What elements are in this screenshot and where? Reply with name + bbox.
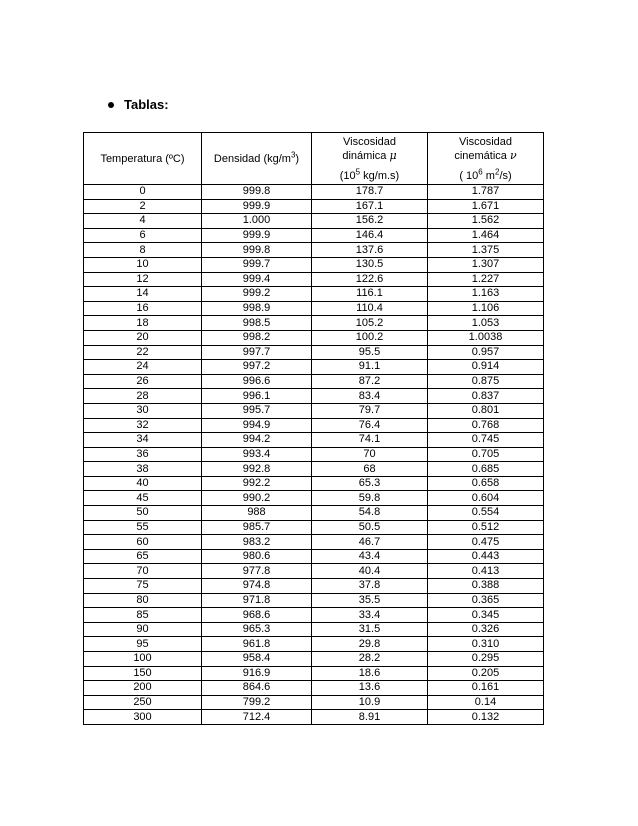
cell-dynamic-viscosity: 46.7 [312, 535, 428, 550]
table-header-row [84, 133, 544, 185]
cell-kinematic-viscosity: 0.512 [428, 520, 544, 535]
cell-temperature: 10 [84, 257, 202, 272]
cell-dynamic-viscosity: 156.2 [312, 214, 428, 229]
cell-dynamic-viscosity: 37.8 [312, 579, 428, 594]
table-row [84, 608, 544, 623]
table-row [84, 491, 544, 506]
table-row [84, 257, 544, 272]
cell-density: 998.5 [202, 316, 312, 331]
cell-kinematic-viscosity: 0.443 [428, 549, 544, 564]
cell-temperature: 50 [84, 506, 202, 521]
cell-temperature: 75 [84, 579, 202, 594]
cell-kinematic-viscosity: 0.132 [428, 710, 544, 725]
cell-density: 993.4 [202, 447, 312, 462]
nu-symbol: ν [509, 148, 517, 162]
table-row [84, 593, 544, 608]
cell-dynamic-viscosity: 65.3 [312, 476, 428, 491]
cell-dynamic-viscosity: 28.2 [312, 652, 428, 667]
cell-temperature: 24 [84, 360, 202, 375]
cell-temperature: 2 [84, 199, 202, 214]
cell-dynamic-viscosity: 83.4 [312, 389, 428, 404]
table-row [84, 228, 544, 243]
bullet-icon [108, 102, 114, 108]
table-row [84, 564, 544, 579]
cell-temperature: 18 [84, 316, 202, 331]
table-row [84, 622, 544, 637]
table-row [84, 272, 544, 287]
cell-dynamic-viscosity: 8.91 [312, 710, 428, 725]
table-row [84, 695, 544, 710]
cell-density: 977.8 [202, 564, 312, 579]
table-row [84, 447, 544, 462]
table-row [84, 316, 544, 331]
cell-temperature: 36 [84, 447, 202, 462]
cell-density: 996.6 [202, 374, 312, 389]
cell-density: 999.8 [202, 243, 312, 258]
cell-density: 965.3 [202, 622, 312, 637]
cell-kinematic-viscosity: 0.837 [428, 389, 544, 404]
water-properties-table [83, 132, 544, 725]
cell-dynamic-viscosity: 130.5 [312, 257, 428, 272]
cell-density: 992.8 [202, 462, 312, 477]
cell-temperature: 26 [84, 374, 202, 389]
cell-density: 994.9 [202, 418, 312, 433]
cell-dynamic-viscosity: 10.9 [312, 695, 428, 710]
cell-dynamic-viscosity: 74.1 [312, 433, 428, 448]
cell-density: 864.6 [202, 681, 312, 696]
cell-density: 999.9 [202, 199, 312, 214]
cell-density: 999.4 [202, 272, 312, 287]
table-row [84, 345, 544, 360]
section-heading-label: Tablas: [124, 97, 169, 112]
cell-dynamic-viscosity: 13.6 [312, 681, 428, 696]
cell-dynamic-viscosity: 18.6 [312, 666, 428, 681]
cell-density: 1.000 [202, 214, 312, 229]
cell-kinematic-viscosity: 0.310 [428, 637, 544, 652]
cell-kinematic-viscosity: 0.957 [428, 345, 544, 360]
table-row [84, 681, 544, 696]
cell-dynamic-viscosity: 79.7 [312, 403, 428, 418]
cell-kinematic-viscosity: 0.745 [428, 433, 544, 448]
mu-symbol: μ [389, 148, 397, 162]
cell-density: 980.6 [202, 549, 312, 564]
section-heading [108, 97, 169, 112]
cell-temperature: 0 [84, 185, 202, 200]
table-row [84, 462, 544, 477]
table-row [84, 579, 544, 594]
table-row [84, 330, 544, 345]
cell-density: 712.4 [202, 710, 312, 725]
table-row [84, 374, 544, 389]
table-row [84, 535, 544, 550]
table-row [84, 360, 544, 375]
cell-temperature: 28 [84, 389, 202, 404]
cell-temperature: 45 [84, 491, 202, 506]
cell-temperature: 95 [84, 637, 202, 652]
cell-dynamic-viscosity: 76.4 [312, 418, 428, 433]
table-row [84, 403, 544, 418]
cell-dynamic-viscosity: 54.8 [312, 506, 428, 521]
cell-dynamic-viscosity: 116.1 [312, 287, 428, 302]
table-row [84, 389, 544, 404]
cell-density: 988 [202, 506, 312, 521]
cell-dynamic-viscosity: 29.8 [312, 637, 428, 652]
cell-temperature: 6 [84, 228, 202, 243]
cell-kinematic-viscosity: 1.053 [428, 316, 544, 331]
cell-kinematic-viscosity: 0.388 [428, 579, 544, 594]
cell-kinematic-viscosity: 1.671 [428, 199, 544, 214]
cell-temperature: 80 [84, 593, 202, 608]
cell-temperature: 55 [84, 520, 202, 535]
cell-kinematic-viscosity: 0.161 [428, 681, 544, 696]
cell-density: 997.2 [202, 360, 312, 375]
cell-dynamic-viscosity: 40.4 [312, 564, 428, 579]
cell-density: 916.9 [202, 666, 312, 681]
cell-kinematic-viscosity: 1.464 [428, 228, 544, 243]
cell-temperature: 20 [84, 330, 202, 345]
cell-density: 998.9 [202, 301, 312, 316]
cell-density: 997.7 [202, 345, 312, 360]
cell-kinematic-viscosity: 0.554 [428, 506, 544, 521]
cell-dynamic-viscosity: 110.4 [312, 301, 428, 316]
header-temperature: Temperatura (ºC) [84, 133, 202, 185]
cell-density: 958.4 [202, 652, 312, 667]
cell-temperature: 34 [84, 433, 202, 448]
cell-kinematic-viscosity: 0.295 [428, 652, 544, 667]
cell-density: 971.8 [202, 593, 312, 608]
cell-kinematic-viscosity: 1.375 [428, 243, 544, 258]
cell-density: 996.1 [202, 389, 312, 404]
table-row [84, 199, 544, 214]
cell-temperature: 30 [84, 403, 202, 418]
cell-dynamic-viscosity: 33.4 [312, 608, 428, 623]
cell-kinematic-viscosity: 0.413 [428, 564, 544, 579]
table-row [84, 520, 544, 535]
table-body [84, 185, 544, 725]
cell-temperature: 32 [84, 418, 202, 433]
cell-density: 999.8 [202, 185, 312, 200]
table-row [84, 652, 544, 667]
cell-dynamic-viscosity: 178.7 [312, 185, 428, 200]
cell-density: 990.2 [202, 491, 312, 506]
cell-dynamic-viscosity: 59.8 [312, 491, 428, 506]
cell-temperature: 12 [84, 272, 202, 287]
cell-dynamic-viscosity: 50.5 [312, 520, 428, 535]
cell-kinematic-viscosity: 0.604 [428, 491, 544, 506]
cell-temperature: 90 [84, 622, 202, 637]
table-row [84, 506, 544, 521]
cell-temperature: 70 [84, 564, 202, 579]
cell-density: 985.7 [202, 520, 312, 535]
table-row [84, 637, 544, 652]
cell-temperature: 85 [84, 608, 202, 623]
cell-kinematic-viscosity: 1.106 [428, 301, 544, 316]
table-row [84, 185, 544, 200]
cell-dynamic-viscosity: 137.6 [312, 243, 428, 258]
table-row [84, 666, 544, 681]
cell-kinematic-viscosity: 1.307 [428, 257, 544, 272]
cell-temperature: 8 [84, 243, 202, 258]
cell-dynamic-viscosity: 70 [312, 447, 428, 462]
cell-dynamic-viscosity: 31.5 [312, 622, 428, 637]
cell-temperature: 16 [84, 301, 202, 316]
cell-kinematic-viscosity: 0.875 [428, 374, 544, 389]
cell-density: 799.2 [202, 695, 312, 710]
cell-density: 992.2 [202, 476, 312, 491]
cell-density: 994.2 [202, 433, 312, 448]
table-row [84, 301, 544, 316]
cell-kinematic-viscosity: 0.345 [428, 608, 544, 623]
cell-dynamic-viscosity: 146.4 [312, 228, 428, 243]
cell-density: 995.7 [202, 403, 312, 418]
cell-kinematic-viscosity: 1.562 [428, 214, 544, 229]
cell-kinematic-viscosity: 0.768 [428, 418, 544, 433]
cell-kinematic-viscosity: 0.801 [428, 403, 544, 418]
cell-density: 999.7 [202, 257, 312, 272]
cell-temperature: 4 [84, 214, 202, 229]
cell-kinematic-viscosity: 0.685 [428, 462, 544, 477]
cell-temperature: 40 [84, 476, 202, 491]
cell-kinematic-viscosity: 0.658 [428, 476, 544, 491]
cell-temperature: 60 [84, 535, 202, 550]
cell-kinematic-viscosity: 0.365 [428, 593, 544, 608]
header-dynamic-viscosity: Viscosidad dinámica μ ($10^5$ kg/m.s) [312, 133, 428, 185]
cell-dynamic-viscosity: 105.2 [312, 316, 428, 331]
cell-dynamic-viscosity: 122.6 [312, 272, 428, 287]
cell-dynamic-viscosity: 68 [312, 462, 428, 477]
cell-temperature: 200 [84, 681, 202, 696]
table-row [84, 243, 544, 258]
cell-temperature: 150 [84, 666, 202, 681]
cell-dynamic-viscosity: 167.1 [312, 199, 428, 214]
table-row [84, 214, 544, 229]
cell-kinematic-viscosity: 1.787 [428, 185, 544, 200]
table-row [84, 287, 544, 302]
cell-dynamic-viscosity: 43.4 [312, 549, 428, 564]
cell-density: 968.6 [202, 608, 312, 623]
table-row [84, 549, 544, 564]
cell-kinematic-viscosity: 0.475 [428, 535, 544, 550]
cell-kinematic-viscosity: 0.705 [428, 447, 544, 462]
header-density: Densidad $(kg/m^3)$ [202, 133, 312, 185]
cell-dynamic-viscosity: 100.2 [312, 330, 428, 345]
cell-density: 998.2 [202, 330, 312, 345]
table-row [84, 433, 544, 448]
cell-kinematic-viscosity: 1.227 [428, 272, 544, 287]
cell-kinematic-viscosity: 0.326 [428, 622, 544, 637]
cell-temperature: 22 [84, 345, 202, 360]
cell-density: 999.2 [202, 287, 312, 302]
table-row [84, 710, 544, 725]
cell-density: 999.9 [202, 228, 312, 243]
cell-temperature: 14 [84, 287, 202, 302]
cell-density: 974.8 [202, 579, 312, 594]
cell-temperature: 250 [84, 695, 202, 710]
cell-dynamic-viscosity: 87.2 [312, 374, 428, 389]
cell-dynamic-viscosity: 91.1 [312, 360, 428, 375]
table-row [84, 476, 544, 491]
table-row [84, 418, 544, 433]
cell-density: 983.2 [202, 535, 312, 550]
cell-dynamic-viscosity: 95.5 [312, 345, 428, 360]
cell-temperature: 38 [84, 462, 202, 477]
cell-dynamic-viscosity: 35.5 [312, 593, 428, 608]
header-kinematic-viscosity: Viscosidad cinemática ν ( $10^6$ $m^2/s$) [428, 133, 544, 185]
cell-kinematic-viscosity: 0.205 [428, 666, 544, 681]
cell-kinematic-viscosity: 1.0038 [428, 330, 544, 345]
cell-temperature: 100 [84, 652, 202, 667]
cell-kinematic-viscosity: 0.14 [428, 695, 544, 710]
cell-temperature: 65 [84, 549, 202, 564]
cell-temperature: 300 [84, 710, 202, 725]
cell-kinematic-viscosity: 0.914 [428, 360, 544, 375]
cell-kinematic-viscosity: 1.163 [428, 287, 544, 302]
cell-density: 961.8 [202, 637, 312, 652]
